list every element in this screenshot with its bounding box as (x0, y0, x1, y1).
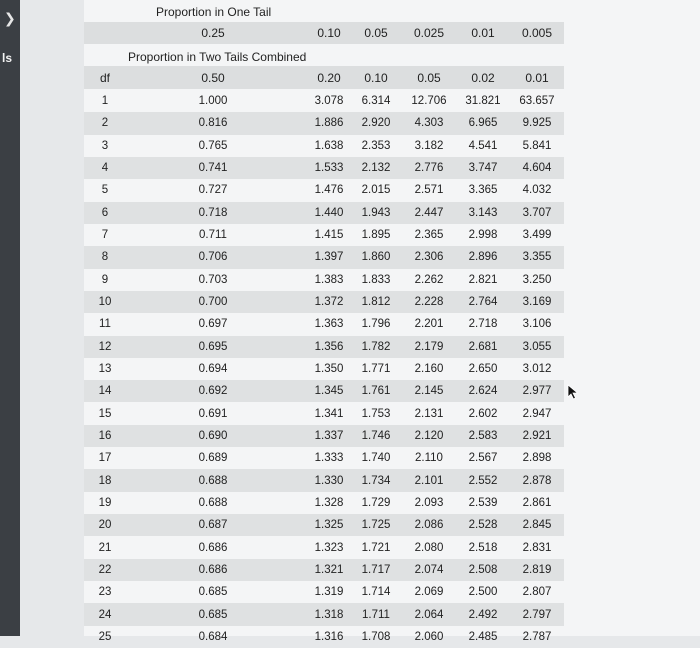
cell-df: 5 (101, 184, 109, 197)
cell-p0025: 2.201 (414, 318, 444, 331)
cell-p010: 1.372 (314, 296, 344, 309)
table-row (0, 246, 700, 268)
cell-p0025: 2.179 (414, 340, 444, 353)
table-row (0, 581, 700, 603)
cell-p025: 0.686 (198, 563, 228, 576)
cell-p0025: 2.110 (415, 452, 443, 465)
two-tail-050: 0.50 (201, 71, 225, 85)
cell-p010: 1.638 (314, 139, 344, 152)
cell-p005: 1.833 (361, 273, 391, 286)
cell-p025: 0.688 (198, 474, 228, 487)
cell-p010: 1.397 (314, 251, 344, 264)
cell-p010: 1.330 (314, 474, 344, 487)
cell-df: 3 (101, 139, 109, 152)
cell-p025: 0.706 (198, 251, 228, 264)
table-row (0, 425, 700, 447)
cell-p025: 0.765 (198, 139, 228, 152)
cell-p0025: 2.064 (414, 608, 444, 621)
cell-df: 21 (98, 541, 112, 554)
cell-p010: 1.321 (314, 563, 344, 576)
table-row (0, 447, 700, 469)
cell-p0025: 2.093 (414, 496, 444, 509)
cell-p025: 0.685 (198, 586, 228, 599)
cell-df: 11 (99, 318, 111, 331)
cell-p005: 2.132 (361, 162, 391, 175)
cell-p005: 1.812 (361, 296, 391, 309)
cell-df: 24 (98, 608, 112, 621)
cell-p0025: 2.262 (414, 273, 444, 286)
cell-p0025: 4.303 (414, 117, 444, 130)
cell-df: 20 (98, 519, 112, 532)
table-row (0, 313, 700, 335)
cell-p001: 2.718 (468, 318, 498, 331)
table-row (0, 559, 700, 581)
cell-p0025: 2.131 (414, 407, 444, 420)
cell-p025: 0.816 (198, 117, 228, 130)
cell-p0025: 2.306 (414, 251, 444, 264)
cell-p0005: 3.106 (522, 318, 552, 331)
cell-p0025: 2.080 (414, 541, 444, 554)
cell-p010: 1.333 (314, 452, 344, 465)
cell-p0025: 2.776 (414, 162, 444, 175)
cell-p005: 2.015 (361, 184, 391, 197)
df-header: df (99, 71, 110, 85)
table-row (0, 157, 700, 179)
cell-p025: 1.000 (198, 95, 228, 108)
one-tail-025: 0.25 (201, 26, 225, 40)
cell-df: 7 (101, 229, 109, 242)
cell-p010: 1.318 (314, 608, 344, 621)
cell-p005: 1.714 (361, 586, 391, 599)
cell-p005: 1.721 (361, 541, 391, 554)
two-tail-005: 0.05 (417, 71, 441, 85)
cell-df: 12 (98, 340, 112, 353)
cell-df: 8 (101, 251, 109, 264)
cell-df: 14 (98, 385, 112, 398)
cell-p010: 1.533 (314, 162, 344, 175)
cell-p0005: 2.878 (522, 474, 552, 487)
cell-p010: 1.350 (314, 362, 344, 375)
cell-p005: 1.708 (361, 630, 391, 643)
two-tail-title: Proportion in Two Tails Combined (128, 50, 307, 64)
cell-p025: 0.684 (198, 630, 228, 643)
cell-p001: 2.681 (468, 340, 498, 353)
cell-p001: 2.624 (468, 385, 498, 398)
cell-p001: 3.747 (468, 162, 498, 175)
cell-p001: 2.485 (468, 630, 498, 643)
cell-p0025: 2.228 (414, 296, 444, 309)
cell-p0025: 2.365 (414, 229, 444, 242)
one-tail-header-row (0, 22, 700, 44)
cell-p0025: 12.706 (411, 95, 447, 108)
one-tail-0005: 0.005 (521, 26, 553, 40)
cell-p010: 3.078 (314, 95, 344, 108)
cell-p0005: 2.831 (522, 541, 552, 554)
cell-df: 23 (98, 586, 112, 599)
mouse-pointer-icon (567, 384, 579, 400)
cell-p001: 3.143 (468, 206, 498, 219)
cell-p010: 1.440 (314, 206, 344, 219)
cell-p005: 6.314 (361, 95, 391, 108)
cell-p001: 2.896 (468, 251, 498, 264)
cell-p0005: 3.012 (522, 362, 552, 375)
cell-p005: 1.943 (361, 206, 391, 219)
table-row (0, 202, 700, 224)
cell-p010: 1.337 (314, 429, 344, 442)
cell-p0025: 2.074 (414, 563, 444, 576)
cell-p001: 2.998 (468, 229, 498, 242)
cell-p001: 2.552 (468, 474, 498, 487)
cell-p005: 1.796 (361, 318, 391, 331)
cell-p0025: 2.120 (414, 429, 444, 442)
cell-p005: 1.711 (362, 608, 390, 621)
chevron-right-icon[interactable]: ❯ (4, 11, 16, 27)
cell-p0005: 2.861 (522, 496, 552, 509)
cell-p0005: 2.898 (522, 452, 552, 465)
cell-p010: 1.415 (314, 229, 344, 242)
cell-p025: 0.718 (198, 206, 228, 219)
table-row (0, 514, 700, 536)
cell-p0005: 2.819 (522, 563, 552, 576)
one-tail-0025: 0.025 (413, 26, 445, 40)
cell-df: 16 (98, 429, 112, 442)
cell-p005: 1.717 (361, 563, 391, 576)
cell-p0025: 2.101 (414, 474, 444, 487)
one-tail-005: 0.05 (364, 26, 388, 40)
cell-p0005: 63.657 (519, 95, 555, 108)
cell-p005: 1.725 (361, 519, 391, 532)
cell-p005: 1.782 (361, 340, 391, 353)
cell-p001: 2.508 (468, 563, 498, 576)
cell-p001: 2.492 (468, 608, 498, 621)
cell-p0005: 2.921 (522, 429, 552, 442)
one-tail-title: Proportion in One Tail (156, 5, 272, 19)
cell-p0005: 4.032 (522, 184, 552, 197)
cell-p0005: 2.787 (522, 630, 552, 643)
cell-p001: 2.821 (468, 273, 498, 286)
cell-p005: 1.895 (361, 229, 391, 242)
cell-df: 18 (98, 474, 112, 487)
cell-p010: 1.319 (314, 586, 344, 599)
cell-p001: 31.821 (465, 95, 501, 108)
cell-p001: 2.518 (468, 541, 498, 554)
cell-p005: 1.771 (361, 362, 391, 375)
table-row (0, 336, 700, 358)
cell-p0005: 2.797 (522, 608, 552, 621)
cell-df: 10 (98, 296, 112, 309)
cell-p0005: 2.977 (522, 385, 552, 398)
cell-p001: 6.965 (468, 117, 498, 130)
cell-p010: 1.328 (314, 496, 344, 509)
table-row (0, 402, 700, 424)
cell-p025: 0.686 (198, 541, 228, 554)
cell-p025: 0.690 (198, 429, 228, 442)
cell-p001: 2.602 (468, 407, 498, 420)
cell-p005: 1.761 (361, 385, 391, 398)
table-row (0, 380, 700, 402)
table-row (0, 358, 700, 380)
cell-p010: 1.363 (314, 318, 344, 331)
cell-p001: 2.764 (468, 296, 498, 309)
cell-p001: 2.500 (468, 586, 498, 599)
table-row (0, 269, 700, 291)
one-tail-010: 0.10 (317, 26, 341, 40)
cell-p001: 2.528 (468, 519, 498, 532)
cell-p025: 0.697 (198, 318, 228, 331)
cell-p025: 0.711 (199, 229, 227, 242)
cell-p010: 1.323 (314, 541, 344, 554)
cell-p010: 1.356 (314, 340, 344, 353)
cell-p0025: 2.145 (414, 385, 444, 398)
table-row (0, 224, 700, 246)
two-tail-020: 0.20 (317, 71, 341, 85)
cell-p010: 1.316 (314, 630, 344, 643)
cell-p010: 1.341 (314, 407, 344, 420)
cell-p0005: 2.807 (522, 586, 552, 599)
cell-df: 17 (98, 452, 112, 465)
cell-p005: 2.920 (361, 117, 391, 130)
cell-p0005: 3.355 (522, 251, 552, 264)
cell-p005: 1.729 (361, 496, 391, 509)
cell-p0005: 5.841 (522, 139, 552, 152)
cell-p001: 2.539 (468, 496, 498, 509)
cell-p025: 0.692 (198, 385, 228, 398)
cell-p0005: 3.169 (522, 296, 552, 309)
cell-df: 22 (98, 563, 112, 576)
cell-df: 19 (98, 496, 112, 509)
cell-p010: 1.383 (314, 273, 344, 286)
table-row (0, 112, 700, 134)
cell-p0025: 2.447 (414, 206, 444, 219)
cell-p025: 0.700 (198, 296, 228, 309)
cell-p010: 1.886 (314, 117, 344, 130)
two-tail-002: 0.02 (471, 71, 495, 85)
cell-p025: 0.691 (198, 407, 228, 420)
table-row (0, 492, 700, 514)
cell-p0025: 3.182 (414, 139, 444, 152)
table-row (0, 469, 700, 491)
table-row (0, 90, 700, 112)
cell-p001: 3.365 (468, 184, 498, 197)
two-tail-header-row (0, 67, 700, 89)
cell-p025: 0.687 (198, 519, 228, 532)
cell-p0025: 2.571 (414, 184, 444, 197)
cell-p001: 4.541 (468, 139, 498, 152)
cell-p005: 1.746 (361, 429, 391, 442)
cell-df: 25 (98, 630, 112, 643)
cell-p005: 2.353 (361, 139, 391, 152)
cell-p0005: 2.845 (522, 519, 552, 532)
cell-p0025: 2.060 (414, 630, 444, 643)
cell-p005: 1.734 (361, 474, 391, 487)
cell-p010: 1.476 (314, 184, 344, 197)
two-tail-001: 0.01 (525, 71, 549, 85)
cell-df: 9 (101, 273, 109, 286)
cell-p025: 0.694 (198, 362, 228, 375)
cell-p0005: 2.947 (522, 407, 552, 420)
cell-p005: 1.860 (361, 251, 391, 264)
cell-p0025: 2.069 (414, 586, 444, 599)
cell-p025: 0.727 (198, 184, 228, 197)
cell-p010: 1.345 (314, 385, 344, 398)
cell-p025: 0.703 (198, 273, 228, 286)
one-tail-001: 0.01 (471, 26, 495, 40)
cell-df: 13 (98, 362, 112, 375)
cell-p0005: 3.707 (522, 206, 552, 219)
cell-p005: 1.753 (361, 407, 391, 420)
cell-p0025: 2.086 (414, 519, 444, 532)
cell-p0005: 3.055 (522, 340, 552, 353)
table-row (0, 536, 700, 558)
cell-p010: 1.325 (314, 519, 344, 532)
cell-df: 6 (101, 206, 109, 219)
side-label: ls (2, 51, 13, 65)
two-tail-010: 0.10 (364, 71, 388, 85)
cell-p001: 2.650 (468, 362, 498, 375)
table-row (0, 291, 700, 313)
cell-df: 1 (101, 95, 109, 108)
cell-p025: 0.741 (198, 162, 228, 175)
cell-p001: 2.583 (468, 429, 498, 442)
cell-df: 4 (101, 162, 109, 175)
table-row (0, 626, 700, 648)
cell-p005: 1.740 (361, 452, 391, 465)
cell-p025: 0.685 (198, 608, 228, 621)
cell-p025: 0.695 (198, 340, 228, 353)
cell-df: 2 (101, 117, 109, 130)
table-row (0, 135, 700, 157)
cell-p025: 0.689 (198, 452, 228, 465)
table-row (0, 603, 700, 625)
cell-p0005: 4.604 (522, 162, 552, 175)
cell-df: 15 (98, 407, 112, 420)
cell-p0005: 9.925 (522, 117, 552, 130)
table-row (0, 179, 700, 201)
cell-p025: 0.688 (198, 496, 228, 509)
cell-p0005: 3.250 (522, 273, 552, 286)
cell-p0005: 3.499 (522, 229, 552, 242)
cell-p0025: 2.160 (414, 362, 444, 375)
cell-p001: 2.567 (468, 452, 498, 465)
